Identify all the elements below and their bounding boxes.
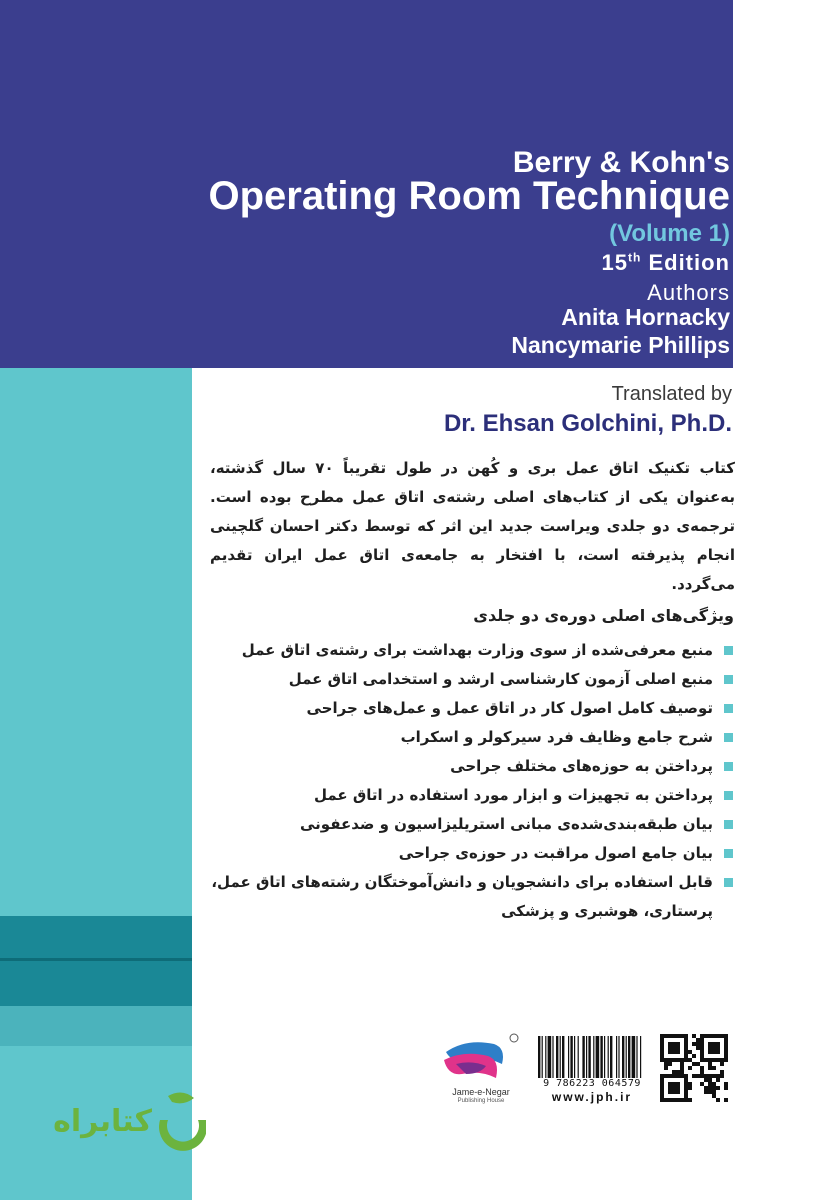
qr-module	[672, 1034, 676, 1038]
qr-module	[720, 1074, 724, 1078]
qr-module	[716, 1050, 720, 1054]
qr-module	[688, 1050, 692, 1054]
barcode-bar	[622, 1036, 624, 1078]
square-bullet-icon	[724, 675, 733, 684]
barcode-bar	[570, 1036, 572, 1078]
qr-module	[708, 1042, 712, 1046]
qr-module	[700, 1070, 704, 1074]
book-title: Operating Room Technique	[208, 174, 730, 218]
list-item	[210, 665, 735, 694]
qr-module	[712, 1082, 716, 1086]
qr-module	[712, 1058, 716, 1062]
feature-text: بیان طبقه‌بندی‌شده‌ی مبانی استریلیزاسیون و ضدعفونی	[300, 815, 713, 833]
teal-stripe	[0, 958, 192, 961]
qr-module	[716, 1086, 720, 1090]
qr-module	[684, 1090, 688, 1094]
list-item	[210, 839, 735, 868]
square-bullet-icon	[724, 878, 733, 887]
feature-text: منبع معرفی‌شده از سوی وزارت بهداشت برای رشته‌ی اتاق عمل	[241, 641, 713, 659]
qr-module	[660, 1098, 664, 1102]
barcode-bar	[640, 1036, 641, 1078]
qr-module	[700, 1058, 704, 1062]
qr-module	[704, 1078, 708, 1082]
qr-module	[724, 1058, 728, 1062]
qr-module	[708, 1082, 712, 1086]
qr-module	[660, 1034, 664, 1038]
qr-module	[684, 1086, 688, 1090]
qr-module	[692, 1074, 696, 1078]
qr-module	[720, 1034, 724, 1038]
qr-module	[696, 1062, 700, 1066]
barcode-bar	[556, 1036, 558, 1078]
qr-module	[696, 1042, 700, 1046]
barcode-bar	[548, 1036, 552, 1078]
qr-module	[660, 1054, 664, 1058]
qr-module	[688, 1082, 692, 1086]
qr-module	[700, 1034, 704, 1038]
qr-module	[688, 1098, 692, 1102]
qr-module	[684, 1094, 688, 1098]
qr-module	[704, 1034, 708, 1038]
qr-module	[712, 1066, 716, 1070]
qr-module	[672, 1070, 676, 1074]
qr-module	[672, 1086, 676, 1090]
barcode-bar	[636, 1036, 637, 1078]
qr-module	[712, 1074, 716, 1078]
qr-module	[664, 1062, 668, 1066]
author-name: Nancymarie Phillips	[511, 332, 730, 358]
barcode-bar	[593, 1036, 594, 1078]
qr-module	[720, 1070, 724, 1074]
qr-module	[692, 1034, 696, 1038]
qr-module	[724, 1046, 728, 1050]
qr-module	[700, 1046, 704, 1050]
teal-block	[0, 368, 192, 916]
qr-module	[660, 1042, 664, 1046]
qr-module	[688, 1058, 692, 1062]
barcode-bar	[596, 1036, 600, 1078]
qr-module	[660, 1090, 664, 1094]
qr-module	[684, 1054, 688, 1058]
series-title: Berry & Kohn's	[512, 146, 730, 179]
qr-module	[708, 1050, 712, 1054]
qr-code-icon	[660, 1034, 728, 1102]
qr-module	[684, 1098, 688, 1102]
qr-module	[712, 1034, 716, 1038]
qr-module	[708, 1086, 712, 1090]
qr-module	[672, 1050, 676, 1054]
qr-module	[712, 1050, 716, 1054]
qr-module	[724, 1050, 728, 1054]
qr-module	[660, 1046, 664, 1050]
qr-module	[704, 1058, 708, 1062]
qr-module	[676, 1058, 680, 1062]
list-item	[210, 636, 735, 665]
qr-module	[724, 1034, 728, 1038]
qr-module	[708, 1074, 712, 1078]
barcode-bar	[562, 1036, 564, 1078]
qr-module	[708, 1062, 712, 1066]
barcode-bar	[608, 1036, 609, 1078]
qr-module	[672, 1042, 676, 1046]
barcode-bar	[545, 1036, 546, 1078]
qr-module	[668, 1098, 672, 1102]
barcode-bar	[626, 1036, 627, 1078]
barcode-bar	[600, 1036, 602, 1078]
qr-module	[660, 1074, 664, 1078]
qr-module	[708, 1058, 712, 1062]
qr-module	[660, 1058, 664, 1062]
qr-module	[684, 1038, 688, 1042]
square-bullet-icon	[724, 646, 733, 655]
barcode-bar	[552, 1036, 553, 1078]
barcode-bar	[574, 1036, 575, 1078]
barcode-bar	[568, 1036, 569, 1078]
qr-module	[684, 1046, 688, 1050]
qr-module	[668, 1074, 672, 1078]
edition-word: Edition	[641, 250, 730, 275]
qr-module	[660, 1038, 664, 1042]
square-bullet-icon	[724, 762, 733, 771]
book-description: کتاب تکنیک اتاق عمل بری و کُهن در طول تقریباً ۷۰ سال گذشته، به‌عنوان یکی از کتاب‌های اصلی رشته‌ی اتاق عمل مطرح بوده است. ترجمه‌ی دو جلدی ویراست جدید این اثر که توسط دکتر احسان گلچینی انجام پذیرفته است، با افتخار به جامعه‌ی اتاق عمل ایران تقدیم می‌گردد.	[210, 459, 735, 593]
qr-module	[700, 1054, 704, 1058]
qr-module	[724, 1086, 728, 1090]
qr-module	[684, 1042, 688, 1046]
qr-module	[700, 1074, 704, 1078]
qr-module	[680, 1058, 684, 1062]
qr-module	[672, 1082, 676, 1086]
qr-module	[688, 1086, 692, 1090]
qr-module	[668, 1090, 672, 1094]
qr-module	[716, 1078, 720, 1082]
qr-module	[664, 1058, 668, 1062]
qr-module	[692, 1054, 696, 1058]
qr-module	[676, 1034, 680, 1038]
qr-module	[660, 1078, 664, 1082]
edition-label	[602, 250, 730, 276]
qr-module	[724, 1038, 728, 1042]
qr-module	[708, 1034, 712, 1038]
qr-module	[668, 1050, 672, 1054]
qr-module	[672, 1098, 676, 1102]
qr-module	[700, 1042, 704, 1046]
dark-teal-block	[0, 916, 192, 1006]
barcode-bar	[616, 1036, 617, 1078]
volume-label: (Volume 1)	[609, 220, 730, 247]
barcode-bar	[628, 1036, 630, 1078]
qr-module	[676, 1090, 680, 1094]
feature-text: پرداختن به تجهیزات و ابزار مورد استفاده در اتاق عمل	[313, 786, 713, 804]
qr-module	[724, 1042, 728, 1046]
qr-module	[664, 1098, 668, 1102]
list-item	[210, 723, 735, 752]
qr-module	[672, 1058, 676, 1062]
feature-text: شرح جامع وظایف فرد سیرکولر و اسکراب	[400, 728, 713, 746]
qr-module	[700, 1066, 704, 1070]
barcode-bar	[578, 1036, 579, 1078]
barcode-bar	[604, 1036, 605, 1078]
qr-module	[700, 1050, 704, 1054]
qr-module	[712, 1042, 716, 1046]
barcode-bar	[538, 1036, 540, 1078]
square-bullet-icon	[724, 733, 733, 742]
left-teal-band	[0, 368, 192, 1200]
qr-module	[684, 1078, 688, 1082]
barcode-bar	[586, 1036, 587, 1078]
qr-module	[716, 1098, 720, 1102]
qr-module	[704, 1074, 708, 1078]
qr-module	[708, 1066, 712, 1070]
isbn-number: 9 786223 064579	[534, 1078, 650, 1089]
feature-text: توصیف کامل اصول کار در اتاق عمل و عمل‌های جراحی	[306, 699, 713, 717]
square-bullet-icon	[724, 849, 733, 858]
edition-number: 15	[601, 250, 629, 275]
qr-module	[676, 1086, 680, 1090]
qr-module	[664, 1066, 668, 1070]
qr-module	[672, 1090, 676, 1094]
qr-module	[696, 1074, 700, 1078]
qr-module	[704, 1090, 708, 1094]
list-item	[210, 781, 735, 810]
qr-module	[680, 1070, 684, 1074]
qr-module	[724, 1054, 728, 1058]
qr-module	[712, 1094, 716, 1098]
qr-module	[684, 1034, 688, 1038]
qr-module	[684, 1082, 688, 1086]
qr-module	[676, 1074, 680, 1078]
barcode-bar	[542, 1036, 543, 1078]
qr-module	[676, 1046, 680, 1050]
qr-module	[660, 1082, 664, 1086]
qr-module	[708, 1078, 712, 1082]
qr-module	[680, 1034, 684, 1038]
barcode-bar	[582, 1036, 584, 1078]
qr-module	[692, 1042, 696, 1046]
qr-module	[688, 1066, 692, 1070]
barcode-bar	[618, 1036, 619, 1078]
qr-module	[660, 1094, 664, 1098]
qr-module	[680, 1074, 684, 1078]
qr-module	[716, 1034, 720, 1038]
authors-label: Authors	[647, 280, 730, 305]
qr-module	[708, 1046, 712, 1050]
qr-module	[696, 1046, 700, 1050]
author-name: Anita Hornacky	[561, 304, 730, 330]
qr-module	[700, 1038, 704, 1042]
qr-module	[716, 1058, 720, 1062]
publisher-website: www.jph.ir	[551, 1090, 633, 1104]
barcode-bar	[632, 1036, 636, 1078]
qr-module	[668, 1046, 672, 1050]
qr-module	[676, 1070, 680, 1074]
qr-module	[664, 1074, 668, 1078]
qr-module	[712, 1086, 716, 1090]
qr-module	[660, 1050, 664, 1054]
barcode-bar	[560, 1036, 561, 1078]
qr-module	[696, 1038, 700, 1042]
qr-module	[664, 1034, 668, 1038]
qr-module	[660, 1086, 664, 1090]
qr-module	[668, 1082, 672, 1086]
list-item	[210, 810, 735, 839]
edition-suffix: th	[628, 250, 642, 265]
feature-text: پرداختن به حوزه‌های مختلف جراحی	[450, 757, 713, 775]
square-bullet-icon	[724, 820, 733, 829]
feature-text: قابل استفاده برای دانشجویان و دانش‌آموختگان رشته‌های اتاق عمل، پرستاری، هوشبری و پزشکی	[211, 873, 713, 920]
mid-teal-block	[0, 1006, 192, 1046]
feature-text: بیان جامع اصول مراقبت در حوزه‌ی جراحی	[398, 844, 713, 862]
qr-module	[716, 1046, 720, 1050]
qr-module	[692, 1062, 696, 1066]
qr-module	[672, 1074, 676, 1078]
publisher-subtitle: Publishing House	[457, 1098, 505, 1104]
publisher-name: Jame-e-Negar	[452, 1087, 510, 1097]
qr-module	[712, 1090, 716, 1094]
qr-module	[676, 1050, 680, 1054]
translator-name: Dr. Ehsan Golchini, Ph.D.	[443, 410, 732, 437]
store-name: کتابراه	[53, 1104, 152, 1139]
qr-module	[712, 1046, 716, 1050]
qr-module	[716, 1042, 720, 1046]
qr-module	[680, 1066, 684, 1070]
qr-module	[668, 1058, 672, 1062]
translated-by-label: Translated by	[611, 383, 732, 405]
qr-module	[668, 1086, 672, 1090]
list-item	[210, 694, 735, 723]
qr-module	[676, 1098, 680, 1102]
qr-module	[680, 1062, 684, 1066]
qr-module	[684, 1050, 688, 1054]
qr-module	[720, 1062, 724, 1066]
qr-module	[680, 1098, 684, 1102]
qr-module	[684, 1058, 688, 1062]
qr-module	[672, 1046, 676, 1050]
barcode-bar	[588, 1036, 590, 1078]
feature-text: منبع اصلی آزمون کارشناسی ارشد و استخدامی اتاق عمل	[288, 670, 713, 688]
qr-module	[720, 1058, 724, 1062]
qr-module	[724, 1098, 728, 1102]
features-list	[210, 636, 735, 926]
qr-module	[676, 1082, 680, 1086]
features-heading: ویژگی‌های اصلی دوره‌ی دو جلدی	[473, 606, 734, 625]
qr-module	[668, 1034, 672, 1038]
qr-module	[700, 1082, 704, 1086]
qr-module	[716, 1074, 720, 1078]
list-item	[210, 868, 735, 926]
qr-module	[684, 1074, 688, 1078]
square-bullet-icon	[724, 791, 733, 800]
qr-module	[668, 1062, 672, 1066]
qr-module	[676, 1042, 680, 1046]
square-bullet-icon	[724, 704, 733, 713]
qr-module	[704, 1086, 708, 1090]
barcode-bar	[610, 1036, 612, 1078]
qr-module	[668, 1042, 672, 1046]
qr-module	[724, 1082, 728, 1086]
list-item	[210, 752, 735, 781]
qr-module	[708, 1090, 712, 1094]
